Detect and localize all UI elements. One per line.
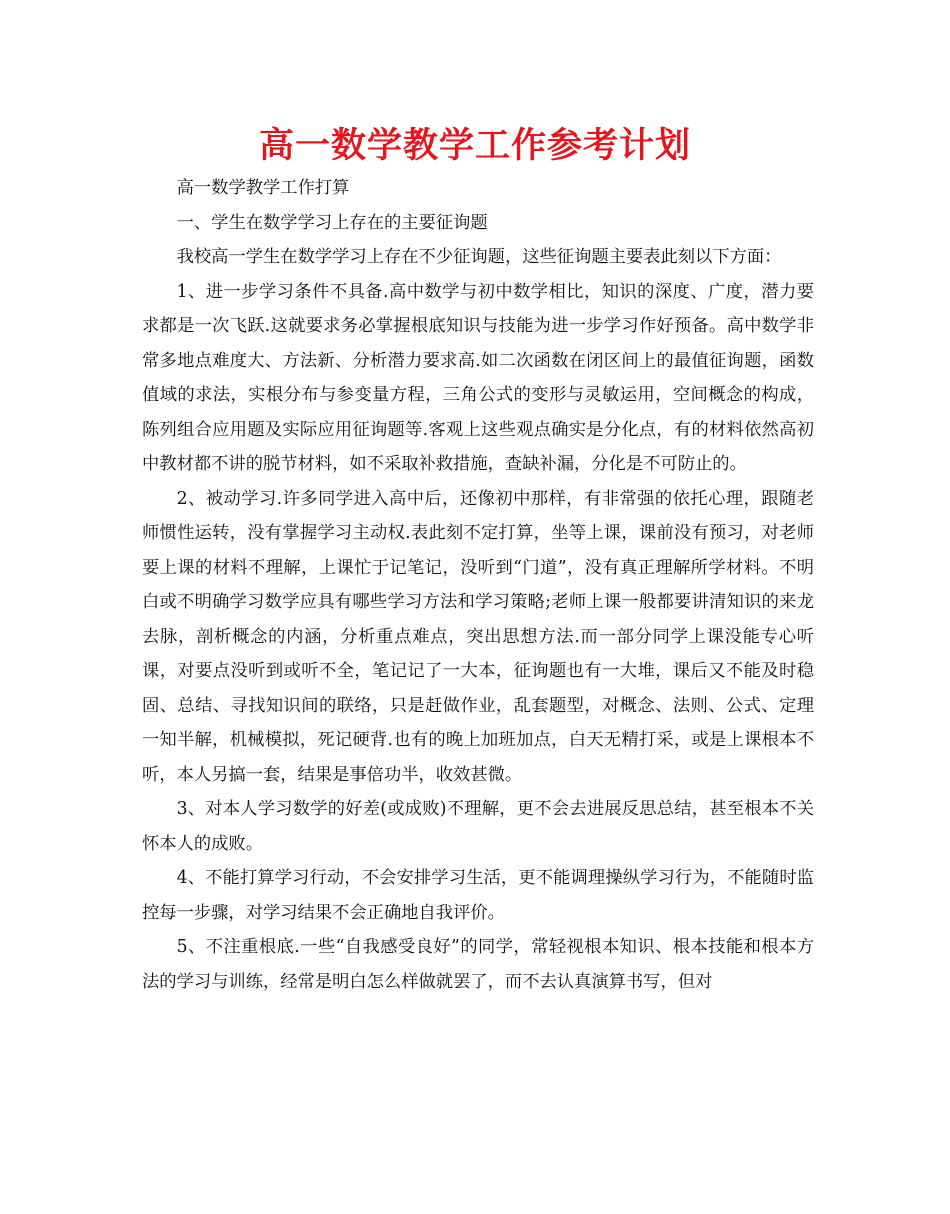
paragraph-point-1: 1、进一步学习条件不具备.高中数学与初中数学相比，知识的深度、广度，潜力要求都是一次飞跃.这就要求务必掌握根底知识与技能为进一步学习作好预备。高中数学非常多地点难度大、方法新、分析潜力要求高.如二次函数在闭区间上的最值征询题，函数值域的求法，实根分布与参变量方程，三角公式的变形与灵敏运用，空间概念的构成，陈列组合应用题及实际应用征询题等.客观上这些观点确实是分化点，有的材料依然高初中教材都不讲的脱节材料，如不采取补救措施，查缺补漏，分化是不可防止的。 [142,281,814,474]
paragraph-point-3: 3、对本人学习数学的好差(或成败)不理解，更不会去进展反思总结，甚至根本不关怀本人的成败。 [142,799,814,854]
paragraph-subtitle: 高一数学教学工作打算 [176,178,350,198]
paragraph-point-2: 2、被动学习.许多同学进入高中后，还像初中那样，有非常强的依托心理，跟随老师惯性运转，没有掌握学习主动权.表此刻不定打算，坐等上课，课前没有预习，对老师要上课的材料不理解，上课忙于记笔记，没听到“门道”，没有真正理解所学材料。不明白或不明确学习数学应具有哪些学习方法和学习策略;老师上课一般都要讲清知识的来龙去脉，剖析概念的内涵，分析重点难点，突出思想方法.而一部分同学上课没能专心听课，对要点没听到或听不全，笔记记了一大本，征询题也有一大堆，课后又不能及时稳固、总结、寻找知识间的联络，只是赶做作业，乱套题型，对概念、法则、公式、定理一知半解，机械模拟，死记硬背.也有的晚上加班加点，白天无精打采，或是上课根本不听，本人另搞一套，结果是事倍功半，收效甚微。 [142,488,814,785]
document-body [142,171,814,999]
paragraph-intro: 我校高一学生在数学学习上存在不少征询题，这些征询题主要表此刻以下方面： [176,247,782,267]
document-title: 高一数学教学工作参考计划 [258,126,691,166]
paragraph-section-heading: 一、学生在数学学习上存在的主要征询题 [176,212,488,233]
paragraph-point-5: 5、不注重根底.一些“自我感受良好”的同学，常轻视根本知识、根本技能和根本方法的学习与训练，经常是明白怎么样做就罢了，而不去认真演算书写，但对 [142,937,814,992]
paragraph-point-4: 4、不能打算学习行动，不会安排学习生活，更不能调理操纵学习行为，不能随时监控每一步骤，对学习结果不会正确地自我评价。 [142,868,814,923]
